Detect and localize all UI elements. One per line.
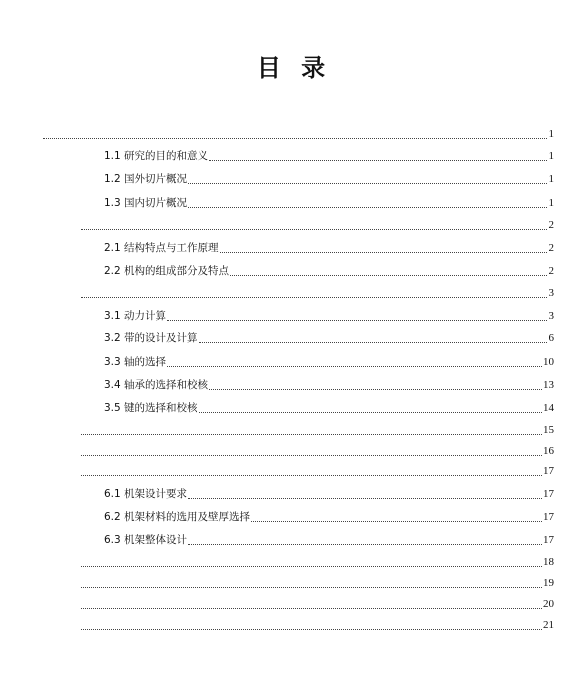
- toc-entry[interactable]: [104, 488, 554, 501]
- toc-entry-page: 6: [548, 332, 554, 344]
- toc-entry-page: 17: [543, 465, 554, 477]
- toc-entry-label: 1.2 国外切片概况: [104, 173, 188, 185]
- dot-leader: [81, 228, 547, 230]
- toc-entry-page: 2: [548, 219, 554, 231]
- dot-leader: [167, 319, 547, 321]
- toc-entry-page: 17: [543, 488, 554, 500]
- toc-entry-label: 3.2 带的设计及计算: [104, 332, 198, 344]
- toc-entry[interactable]: [104, 534, 554, 547]
- dot-leader: [230, 274, 547, 276]
- toc-entry[interactable]: [80, 445, 554, 458]
- toc-entry[interactable]: [104, 197, 554, 210]
- toc-entry-label: 3.4 轴承的选择和校核: [104, 379, 209, 391]
- toc-entry[interactable]: [104, 511, 554, 524]
- toc-entry[interactable]: [104, 242, 554, 255]
- toc-entry-page: 14: [543, 402, 554, 414]
- toc-entry-page: 3: [548, 287, 554, 299]
- dot-leader: [81, 607, 542, 609]
- toc-entry[interactable]: [80, 465, 554, 478]
- toc-entry-label: 3.3 轴的选择: [104, 356, 167, 368]
- toc-entry[interactable]: [80, 287, 554, 300]
- dot-leader: [167, 365, 542, 367]
- toc-entry-label: 6.1 机架设计要求: [104, 488, 188, 500]
- toc-entry-label: 6.2 机架材料的选用及壁厚选择: [104, 511, 251, 523]
- dot-leader: [81, 586, 542, 588]
- toc-entry[interactable]: [104, 310, 554, 323]
- dot-leader: [188, 497, 542, 499]
- dot-leader: [43, 137, 547, 139]
- toc-entry[interactable]: [80, 598, 554, 611]
- dot-leader: [81, 565, 542, 567]
- dot-leader: [81, 433, 542, 435]
- toc-entry[interactable]: [104, 332, 554, 345]
- dot-leader: [199, 341, 547, 343]
- toc-entry[interactable]: [104, 150, 554, 163]
- page-title: 目 录: [256, 54, 332, 82]
- toc-entry-label: 6.3 机架整体设计: [104, 534, 188, 546]
- dot-leader: [81, 296, 547, 298]
- toc-entry[interactable]: [104, 402, 554, 415]
- dot-leader: [220, 251, 547, 253]
- toc-entry[interactable]: [80, 219, 554, 232]
- dot-leader: [188, 182, 547, 184]
- toc-entry[interactable]: [80, 424, 554, 437]
- toc-entry-page: 13: [543, 379, 554, 391]
- toc-entry-page: 18: [543, 556, 554, 568]
- toc-entry[interactable]: [104, 265, 554, 278]
- dot-leader: [209, 388, 542, 390]
- toc-entry[interactable]: [42, 128, 554, 141]
- toc-entry-page: 1: [548, 197, 554, 209]
- toc-entry-page: 17: [543, 511, 554, 523]
- dot-leader: [209, 159, 547, 161]
- toc-entry-label: 1.1 研究的目的和意义: [104, 150, 209, 162]
- toc-entry[interactable]: [80, 556, 554, 569]
- toc-entry[interactable]: [80, 577, 554, 590]
- toc-entry-label: 2.1 结构特点与工作原理: [104, 242, 219, 254]
- toc-entry-page: 1: [548, 173, 554, 185]
- toc-entry-label: 3.1 动力计算: [104, 310, 167, 322]
- toc-entry[interactable]: [104, 356, 554, 369]
- toc-entry-page: 20: [543, 598, 554, 610]
- toc-entry-page: 3: [548, 310, 554, 322]
- dot-leader: [199, 411, 542, 413]
- toc-entry-page: 16: [543, 445, 554, 457]
- toc-entry-page: 2: [548, 265, 554, 277]
- dot-leader: [81, 474, 542, 476]
- dot-leader: [188, 543, 542, 545]
- toc-entry-page: 2: [548, 242, 554, 254]
- toc-entry[interactable]: [80, 619, 554, 632]
- toc-entry[interactable]: [104, 173, 554, 186]
- dot-leader: [81, 628, 542, 630]
- toc-entry[interactable]: [104, 379, 554, 392]
- dot-leader: [251, 520, 542, 522]
- toc-entry-page: 17: [543, 534, 554, 546]
- toc-entry-page: 1: [548, 150, 554, 162]
- toc-entry-page: 19: [543, 577, 554, 589]
- toc-entry-label: 1.3 国内切片概况: [104, 197, 188, 209]
- toc-entry-label: 2.2 机构的组成部分及特点: [104, 265, 230, 277]
- toc-entry-page: 1: [548, 128, 554, 140]
- dot-leader: [81, 454, 542, 456]
- toc-entry-page: 21: [543, 619, 554, 631]
- toc-entry-page: 15: [543, 424, 554, 436]
- toc-entry-page: 10: [543, 356, 554, 368]
- toc-entry-label: 3.5 键的选择和校核: [104, 402, 198, 414]
- dot-leader: [188, 206, 547, 208]
